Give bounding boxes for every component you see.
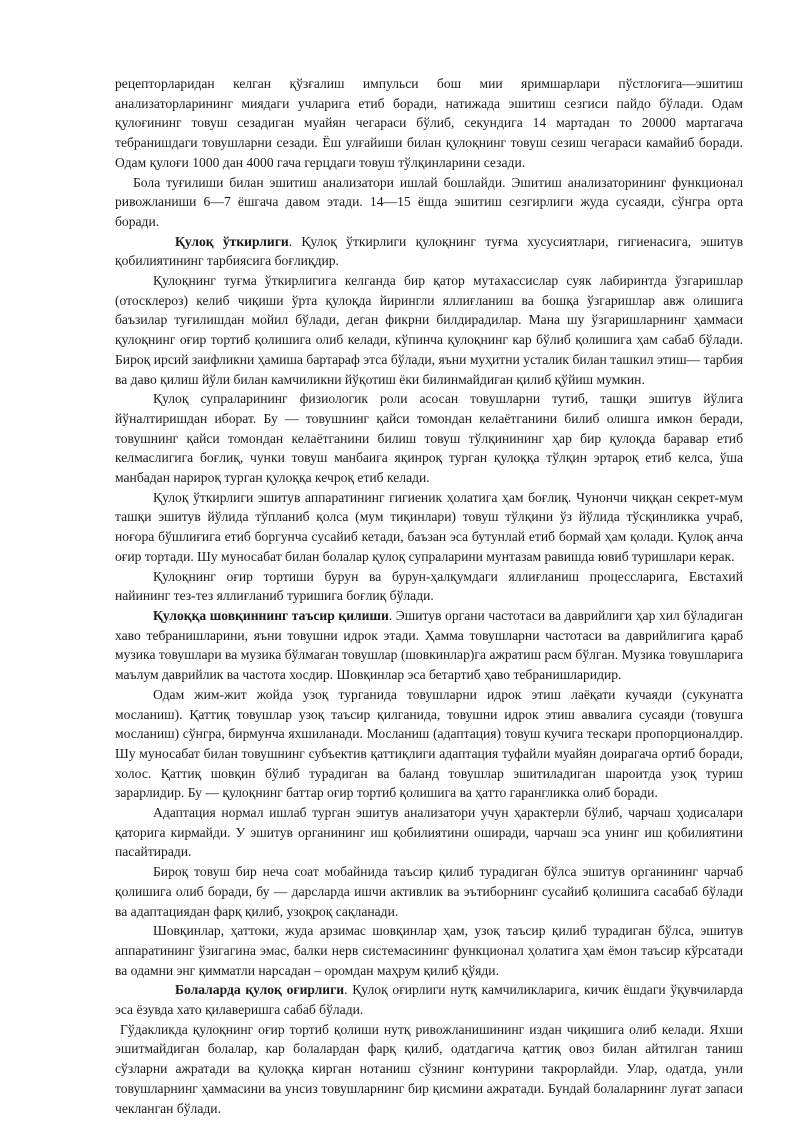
paragraph-4 xyxy=(115,271,743,389)
section-heading: Қулоқ ўткирлиги xyxy=(175,233,289,249)
paragraph-text: Адаптация нормал ишлаб турган эшитув анализатори учун ҳарактерли бўлиб, чарчаш ҳодисалари қаторига кирмайди. У эшитув органининг иш қобилиятини оширади, чарчаш эса унинг иш қобилиятини пасайтиради. xyxy=(115,805,743,860)
paragraph-6 xyxy=(115,488,743,567)
paragraph-text: Бола туғилиши билан эшитиш анализатори ишлай бошлайди. Эшитиш анализаторининг функционал ривожланиши 6—7 ёшгача давом этади. 14—15 ёшда эшитиш сезгирлиги жуда сусаяди, сўнгра орта боради. xyxy=(115,174,743,229)
section-noise-effect xyxy=(115,606,743,685)
paragraph-text: . Эшитув органи частотаси ва даврийлиги ҳар хил бўладиган хаво тебранишларини, яъни товушни идрок этади. Ҳамма товушларни частотаси ва даврийлигига қараб музика товушлари ва музика бўлмаган товушлар (шовкинлар)га ажратиш расм бўлган. Музика товушларига маълум даврийлик ва частота хосдир. Шовқинлар эса бетартиб ҳаво тебранишларидир. xyxy=(115,607,744,683)
paragraph-5 xyxy=(115,389,743,488)
paragraph-10 xyxy=(115,803,743,862)
section-ear-acuity xyxy=(115,232,743,271)
paragraph-text: Бироқ товуш бир неча соат мобайнида таъсир қилиб турадиган бўлса эшитув органининг чарчаб қолишига олиб боради, бу — дарсларда ишчи активлик ва эътиборнинг сусайиб қолишига сасабаб бўлади ва адаптациядан фарқ қилиб, узоқроқ сақланади. xyxy=(115,864,743,919)
paragraph-text: рецепторларидан келган қўзғалиш импульси бош мии яримшарлари пўстлоғига—эшитиш анализаторларининг миядаги учларига етиб боради, натижада эшитиш сезгиси пайдо бўлади. Одам қулоғининг товуш сезадиган муайян чегараси бўлиб, секундига 14 мартадан то 20000 мартагача тебранишдаги товушларни сезади. Ёш улғайиши билан қулоқнинг товуш сезиш чегараси камайиб боради. Одам қулоғи 1000 дан 4000 гача герцдаги товуш тўлқинларини сезади. xyxy=(115,76,743,170)
paragraph-text: Гўдакликда қулоқнинг оғир тортиб қолиши нутқ ривожланишининг издан чиқишига олиб келади. Яхши эшитмайдиган болалар, кар болалардан фарқ қилиб, одатдагича қаттиқ овоз билан айтилган таниш сўзларни ажратади ва қулоққа кирган нотаниш сўзнинг контурини такрорлайди. Улар, одатда, унли товушларнинг ҳаммасини ва унсиз товушларнинг бир қисмини ажратади. Бундай болаларнинг луғат запаси чекланган бўлади. xyxy=(115,1021,743,1116)
section-heading: Қулоққа шовқиннинг таъсир қилиши xyxy=(153,607,389,623)
paragraph-7 xyxy=(115,567,743,606)
paragraph-12 xyxy=(115,921,743,980)
paragraph-1 xyxy=(115,74,743,173)
section-heading: Болаларда қулоқ оғирлиги xyxy=(175,982,345,998)
section-children-hearing xyxy=(115,980,743,1019)
paragraph-text: Қулоқнинг туғма ўткирлигига келганда бир қатор мутахассислар суяк лабиринтда ўзгаришлар (отосклероз) келиб чиқиши ўрта қулоқда йирингли яллиғланиш ва бошқа ўзгаришлар авж олишига баъзилар туғилишдан мойил бўлади, деган фикрни билдирадилар. Мана шу ўзгаришларнинг ҳаммаси қулоқнинг оғир тортиб қолишига олиб келади, кўпинча қулоқнинг кар бўлиб қолишига ҳам сабаб бўлади. Бироқ ирсий заифликни ҳамиша бартараф этса бўлади, яъни муҳитни усталик билан ташкил этиш— тарбия ва даво қилиш йўли билан камчиликни йўқотиш ёки билинмайдиган қилиб қўйиш мумкин. xyxy=(115,273,743,387)
paragraph-2 xyxy=(115,173,743,232)
paragraph-text: Одам жим-жит жойда узоқ турганида товушларни идрок этиш лаёқати кучаяди (сукунатга мосланиш). Қаттиқ товушлар узоқ таъсир қилганида, товушни идрок этиш аввалига сусаяди (товушга мосланиш) сўнгра, бирмунча яхшиланади. Мосланиш (адаптация) товуш кучига тескари пропорционалдир. Шу муносабат билан товушнинг субъектив қаттиқлиги адаптация туфайли муайян доирагача ортиб боради, холос. Қаттиқ шовқин бўлиб турадиган ва баланд товушлар эшитиладиган шароитда узоқ туриш зарарлидир. Бу — қулоқнинг баттар оғир тортиб қолишига ва ҳатто гарангликка олиб боради. xyxy=(115,686,743,801)
paragraph-text: Қулоқнинг оғир тортиши бурун ва бурун-ҳалқумдаги яллиғланиш процессларига, Евстахий найининг тез-тез яллиғланиб туришига боғлиқ бўлади. xyxy=(115,568,743,604)
paragraph-text: Қулоқ ўткирлиги эшитув аппаратининг гигиеник ҳолатига ҳам боғлиқ. Чунончи чиққан секрет-мум ташқи эшитув йўлида тўпланиб қолса (мум тиқинлари) товуш тўлқини ўз йўлида тўсқинликка учраб, ноғора бўшлиғига етиб боргунча сусайиб кетади, баъзан эса бутунлай етиб бормай ҳам қолади. Қулоқ анча оғир тортади. Шу муносабат билан болалар қулоқ супраларини мунтазам равишда ювиб туришлари керак. xyxy=(115,489,743,564)
paragraph-9 xyxy=(115,685,743,803)
paragraph-11 xyxy=(115,862,743,921)
paragraph-14 xyxy=(115,1020,743,1119)
paragraph-text: Қулоқ супраларининг физиологик роли асосан товушларни тутиб, ташқи эшитув йўлига йўналтиришдан иборат. Бу — товушнинг қайси томондан келаётганини билиб олишга имкон беради, товушнинг қайси томондан келаётганини билиш товуш тўлқинининг ҳар бир қулоқда баравар етиб келмаслигига боғлиқ, чунки товуш манбаига яқинроқ турган қулоққа тўлқин эртароқ етиб келса, ўша манбадан нарироқ турган қулоққа кечроқ етиб келади. xyxy=(115,391,743,486)
paragraph-text: . Қулоқ оғирлиги нутқ камчиликларига, кичик ёшдаги ўқувчиларда эса ёзувда хато қилаверишга сабаб бўлади. xyxy=(115,982,743,1018)
paragraph-text: Шовқинлар, ҳаттоки, жуда арзимас шовқинлар ҳам, узоқ таъсир қилиб турадиган бўлса, эшитув аппаратининг ўзигагина эмас, балки нерв системасининг функционал ҳолатига ҳам ёмон таъсир кўрсатади ва одамни энг қимматли нарсадан – оромдан маҳрум қилиб қўяди. xyxy=(115,923,743,978)
paragraph-text: . Қулоқ ўткирлиги қулоқнинг туғма хусусиятлари, гигиенасига, эшитув қобилиятининг тарбиясига боғлиқдир. xyxy=(115,233,743,269)
